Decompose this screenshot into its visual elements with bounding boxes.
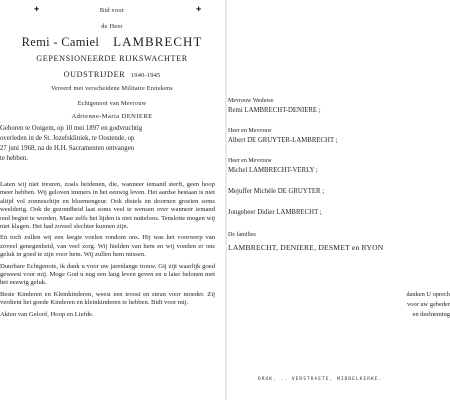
card-fold	[225, 0, 227, 400]
paragraph: Duurbare Echtgenote, ik dank u voor uw jarenlange trouw. Gij zijt waarlijk goed geweest voor mij. Moge God u nog een lang leven geven en u later belonen met het eeuwig geluk.	[0, 262, 215, 287]
cross-icon: ✚	[34, 6, 40, 13]
cross-icon: ✚	[196, 6, 202, 13]
thanks-line: danken U oprech	[406, 291, 450, 298]
spouse-name: Adrienne-Maria DENIERE	[71, 113, 153, 120]
paragraph: Akten van Geloof, Hoop en Liefde.	[0, 310, 94, 318]
birth-line-2: overleden in de St. Jozefskliniek, te Oostende, op	[0, 135, 135, 142]
title-oudstrijder	[0, 71, 224, 79]
thanks-line: en deelneming	[412, 311, 450, 318]
family-name: Mejuffer Michèle DE GRUYTER ;	[228, 188, 325, 195]
title-oudstrijder-label: OUDSTRIJDER	[63, 70, 126, 79]
printer-credit: DRUK. .. VERSTRAETE, MIDDELKERKE.	[258, 377, 383, 382]
title-rijkswachter: GEPENSIONEERDE RIJKSWACHTER	[36, 54, 188, 63]
family-label: Mevrouw Weduwe	[228, 98, 274, 104]
family-label: Heer en Mevrouw	[228, 158, 272, 164]
thanks-line: voor uw gebeder	[407, 301, 450, 308]
paragraph: En toch zullen wij een leegte voelen rondom ons. Hij was het voorwerp van zoveel genegenheid, van veel zorg. Wij hielden van hem en wij vonden er ons geluk in goed te zijn voor hem. Wij zullen hem missen.	[0, 234, 215, 259]
paragraph: Laten wij niet treuren, zoals heidenen, die, wanneer iemand sterft, geen hoop meer hebben. Wij geloven immers in het eeuwig leven. Het aardse bestaan is niet altijd vol zonneschijn en bloemengeur. Ook distels en doornen groeien soms weelderig. Ook de gezondheid laat soms veel te wensen over wanneer iemand oud begint te worden. Maar zelfs het lijden is niet nutteloos. Tenslotte mogen wij niet klagen. Het had zoveel slechter kunnen zijn.	[0, 181, 215, 231]
family-label: Heer en Mevrouw	[228, 128, 272, 134]
birth-line-3: 27 juni 1968, na de H.H. Sacramenten ontvangen	[0, 145, 135, 152]
family-name: Michel LAMBRECHT-VERLY ;	[228, 167, 318, 174]
memorial-text	[0, 181, 215, 322]
right-panel	[228, 0, 450, 400]
family-label: De families	[228, 232, 256, 238]
family-name: Remi LAMBRECHT-DENIERE ;	[228, 107, 321, 114]
family-name: LAMBRECHT, DENIERE, DESMET en RYON	[228, 243, 384, 252]
birth-line-1: Geboren te Ooigem, op 10 mei 1897 en godvruchtig	[0, 125, 143, 132]
deceased-first-name: Remi - Camiel	[21, 35, 100, 49]
title-oudstrijder-years: 1940-1945	[130, 72, 161, 79]
de-heer: de Heer	[101, 23, 123, 30]
birth-line-4: te hebben.	[0, 155, 28, 162]
paragraph: Beste Kinderen en Kleinkinderen, weest een troost en steun voor moeder. Zij verdient het goede Kinderen en kleinkinderen te hebben. Bidt voor mij.	[0, 290, 215, 307]
decorations: Vereerd met verscheidene Militaire Eretekens	[51, 85, 173, 92]
deceased-last-name: LAMBRECHT	[113, 34, 203, 49]
left-panel	[0, 0, 224, 400]
family-name: Albert DE GRUYTER-LAMBRECHT ;	[228, 137, 338, 144]
family-name: Jongeheer Didier LAMBRECHT ;	[228, 209, 322, 216]
bid-voor: Bid voor	[99, 7, 125, 14]
deceased-name	[0, 34, 224, 50]
spouse-label: Echtgenoot van Mevrouw	[77, 100, 147, 107]
